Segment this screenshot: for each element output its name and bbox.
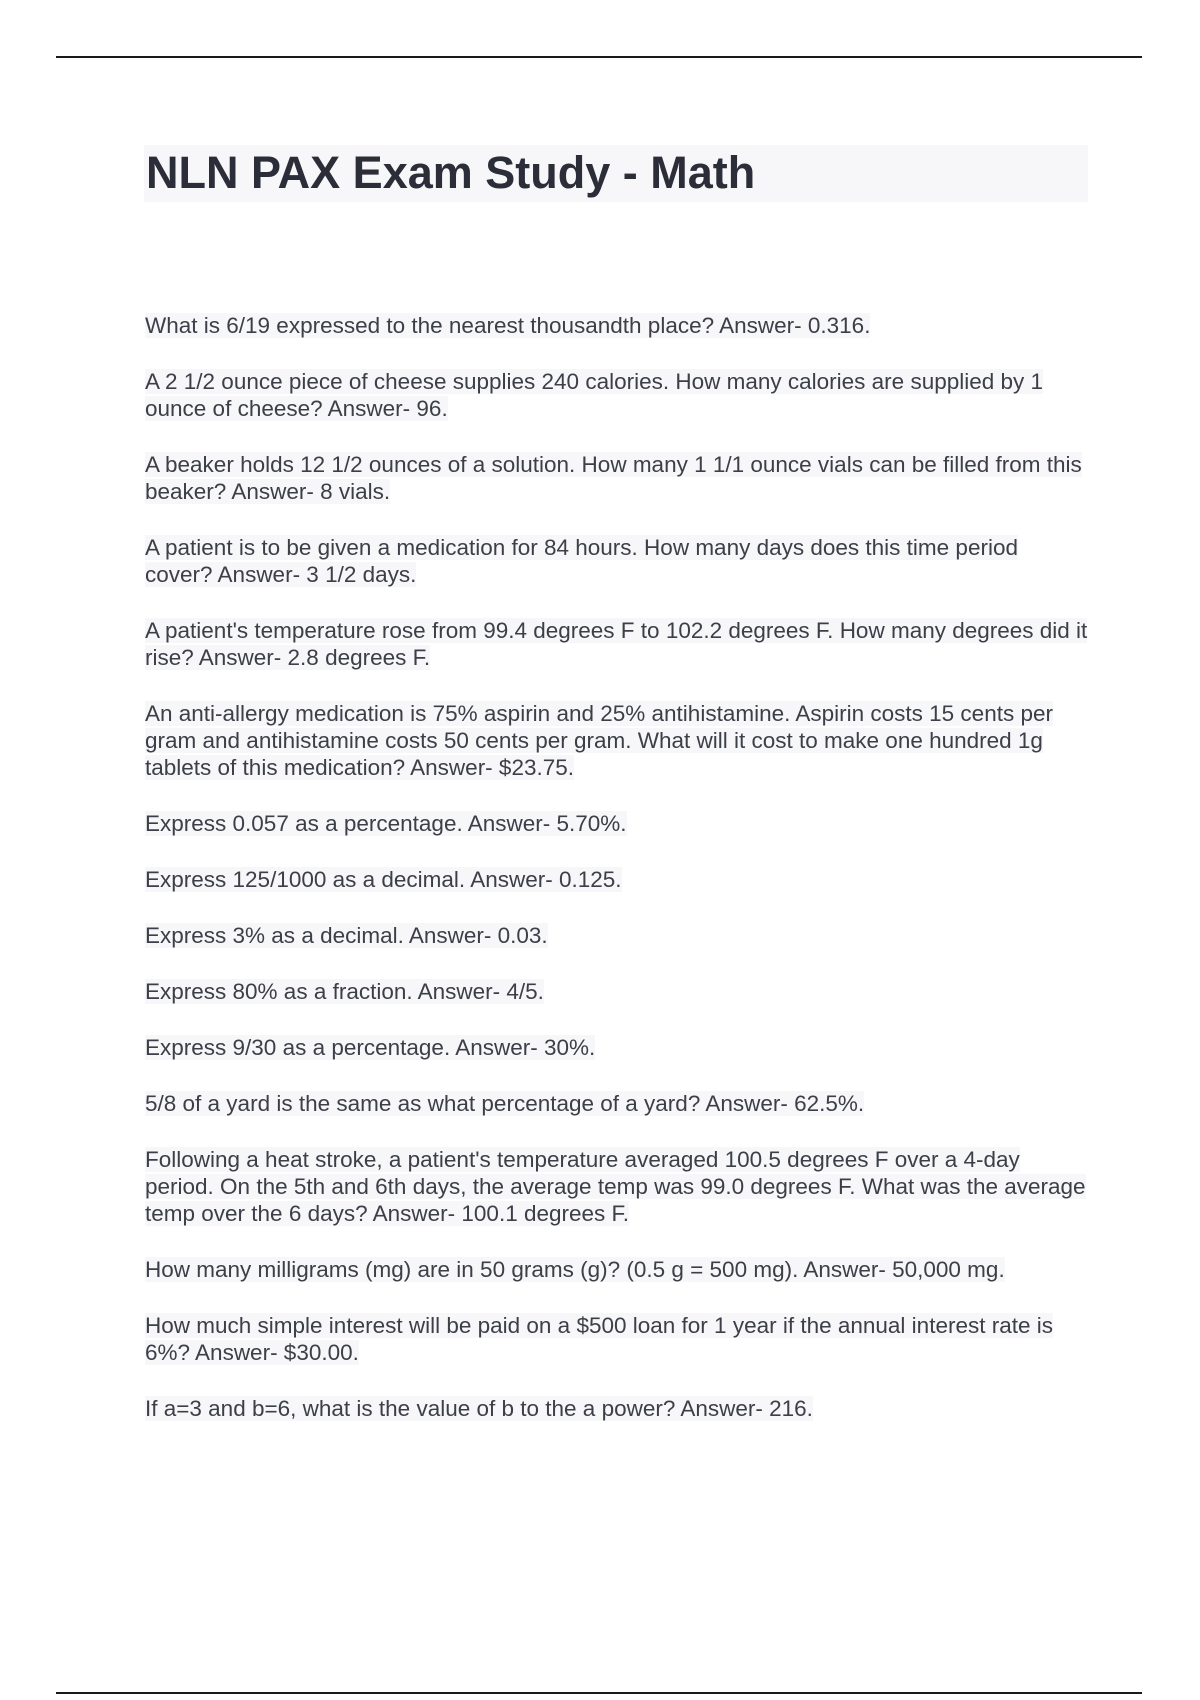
qa-item xyxy=(145,312,1090,339)
qa-item xyxy=(145,534,1090,588)
qa-text: A patient is to be given a medication for 84 hours. How many days does this time period cover? Answer- 3 1/2 days. xyxy=(145,535,1018,587)
qa-item xyxy=(145,368,1090,422)
qa-text: An anti-allergy medication is 75% aspirin and 25% antihistamine. Aspirin costs 15 cents per gram and antihistamine costs 50 cents per gram. What will it cost to make one hundred 1g tablets of this medication? Answer- $23.75. xyxy=(145,701,1053,780)
top-divider xyxy=(56,56,1142,58)
qa-item xyxy=(145,1090,1090,1117)
qa-item xyxy=(145,978,1090,1005)
qa-text: A patient's temperature rose from 99.4 degrees F to 102.2 degrees F. How many degrees did it rise? Answer- 2.8 degrees F. xyxy=(145,618,1088,670)
qa-text: 5/8 of a yard is the same as what percentage of a yard? Answer- 62.5%. xyxy=(145,1091,865,1116)
qa-item xyxy=(145,922,1090,949)
qa-item xyxy=(145,1312,1090,1366)
qa-item xyxy=(145,1395,1090,1422)
qa-item xyxy=(145,1146,1090,1227)
qa-text: Express 9/30 as a percentage. Answer- 30%. xyxy=(145,1035,596,1060)
qa-item xyxy=(145,810,1090,837)
qa-item xyxy=(145,866,1090,893)
qa-text: A beaker holds 12 1/2 ounces of a solution. How many 1 1/1 ounce vials can be filled from this beaker? Answer- 8 vials. xyxy=(145,452,1082,504)
qa-text: A 2 1/2 ounce piece of cheese supplies 240 calories. How many calories are supplied by 1 ounce of cheese? Answer- 96. xyxy=(145,369,1044,421)
qa-text: If a=3 and b=6, what is the value of b to the a power? Answer- 216. xyxy=(145,1396,813,1421)
qa-text: Following a heat stroke, a patient's temperature averaged 100.5 degrees F over a 4-day period. On the 5th and 6th days, the average temp was 99.0 degrees F. What was the average temp over the 6 days? Answer- 100.1 degrees F. xyxy=(145,1147,1086,1226)
qa-item xyxy=(145,451,1090,505)
qa-item xyxy=(145,1256,1090,1283)
qa-text: How many milligrams (mg) are in 50 grams (g)? (0.5 g = 500 mg). Answer- 50,000 mg. xyxy=(145,1257,1005,1282)
qa-text: Express 0.057 as a percentage. Answer- 5.70%. xyxy=(145,811,627,836)
bottom-divider xyxy=(56,1692,1142,1694)
page-title: NLN PAX Exam Study - Math xyxy=(146,147,756,198)
qa-text: Express 80% as a fraction. Answer- 4/5. xyxy=(145,979,544,1004)
qa-text: What is 6/19 expressed to the nearest thousandth place? Answer- 0.316. xyxy=(145,313,871,338)
qa-item xyxy=(145,617,1090,671)
qa-text: Express 125/1000 as a decimal. Answer- 0.125. xyxy=(145,867,622,892)
qa-text: How much simple interest will be paid on a $500 loan for 1 year if the annual interest rate is 6%? Answer- $30.00. xyxy=(145,1313,1053,1365)
qa-text: Express 3% as a decimal. Answer- 0.03. xyxy=(145,923,548,948)
qa-item xyxy=(145,700,1090,781)
qa-item xyxy=(145,1034,1090,1061)
question-answer-list xyxy=(145,312,1090,1451)
